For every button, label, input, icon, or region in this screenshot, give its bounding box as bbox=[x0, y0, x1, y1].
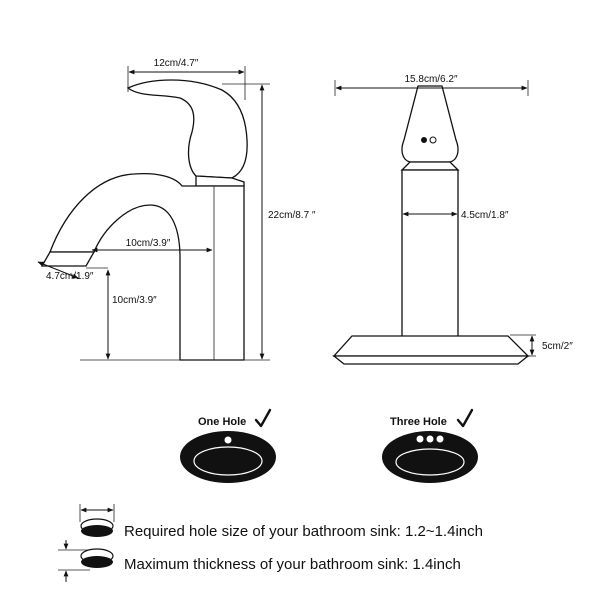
handle-width-label: 12cm/4.7″ bbox=[153, 58, 199, 69]
hole-size-requirement bbox=[80, 504, 483, 540]
three-hole-tap-hole-left bbox=[417, 436, 424, 443]
spout-reach-label: 10cm/3.9″ bbox=[125, 238, 171, 249]
spout-tip-label: 4.7cm/1.9″ bbox=[46, 271, 94, 282]
deck-plate-bottom bbox=[334, 356, 528, 364]
spout-clearance-label: 10cm/3.9″ bbox=[112, 295, 157, 306]
front-handle-screw bbox=[421, 137, 427, 143]
height-label: 22cm/8.7 ″ bbox=[268, 210, 316, 221]
faucet-side-view bbox=[38, 58, 316, 360]
three-hole-check-icon bbox=[458, 410, 472, 426]
deck-plate-top bbox=[334, 336, 528, 356]
thickness-text: Maximum thickness of your bathroom sink: 1.4inch bbox=[124, 556, 461, 573]
three-hole-tap-hole-center bbox=[427, 436, 434, 443]
plate-height-label: 5cm/2″ bbox=[542, 341, 573, 352]
spout-tip bbox=[42, 252, 94, 266]
front-body bbox=[402, 170, 458, 340]
faucet-front-view bbox=[334, 74, 573, 364]
three-hole-label: Three Hole bbox=[390, 416, 447, 428]
thickness-requirement bbox=[58, 540, 461, 582]
faucet-handle bbox=[128, 80, 247, 178]
sink-one-hole bbox=[180, 410, 276, 483]
front-handle bbox=[402, 86, 458, 162]
hole-size-text: Required hole size of your bathroom sink: 1.2~1.4inch bbox=[124, 523, 483, 540]
one-hole-tap-hole bbox=[225, 437, 232, 444]
one-hole-label: One Hole bbox=[198, 416, 247, 428]
front-handle-indicator bbox=[430, 137, 436, 143]
three-hole-tap-hole-right bbox=[437, 436, 444, 443]
plate-width-label: 15.8cm/6.2″ bbox=[404, 74, 458, 85]
one-hole-check-icon bbox=[256, 410, 270, 426]
front-collar bbox=[402, 162, 458, 170]
faucet-body bbox=[50, 174, 244, 360]
sink-three-hole bbox=[382, 410, 478, 483]
body-diameter-label: 4.5cm/1.8″ bbox=[461, 210, 509, 221]
faucet-collar bbox=[196, 176, 244, 186]
